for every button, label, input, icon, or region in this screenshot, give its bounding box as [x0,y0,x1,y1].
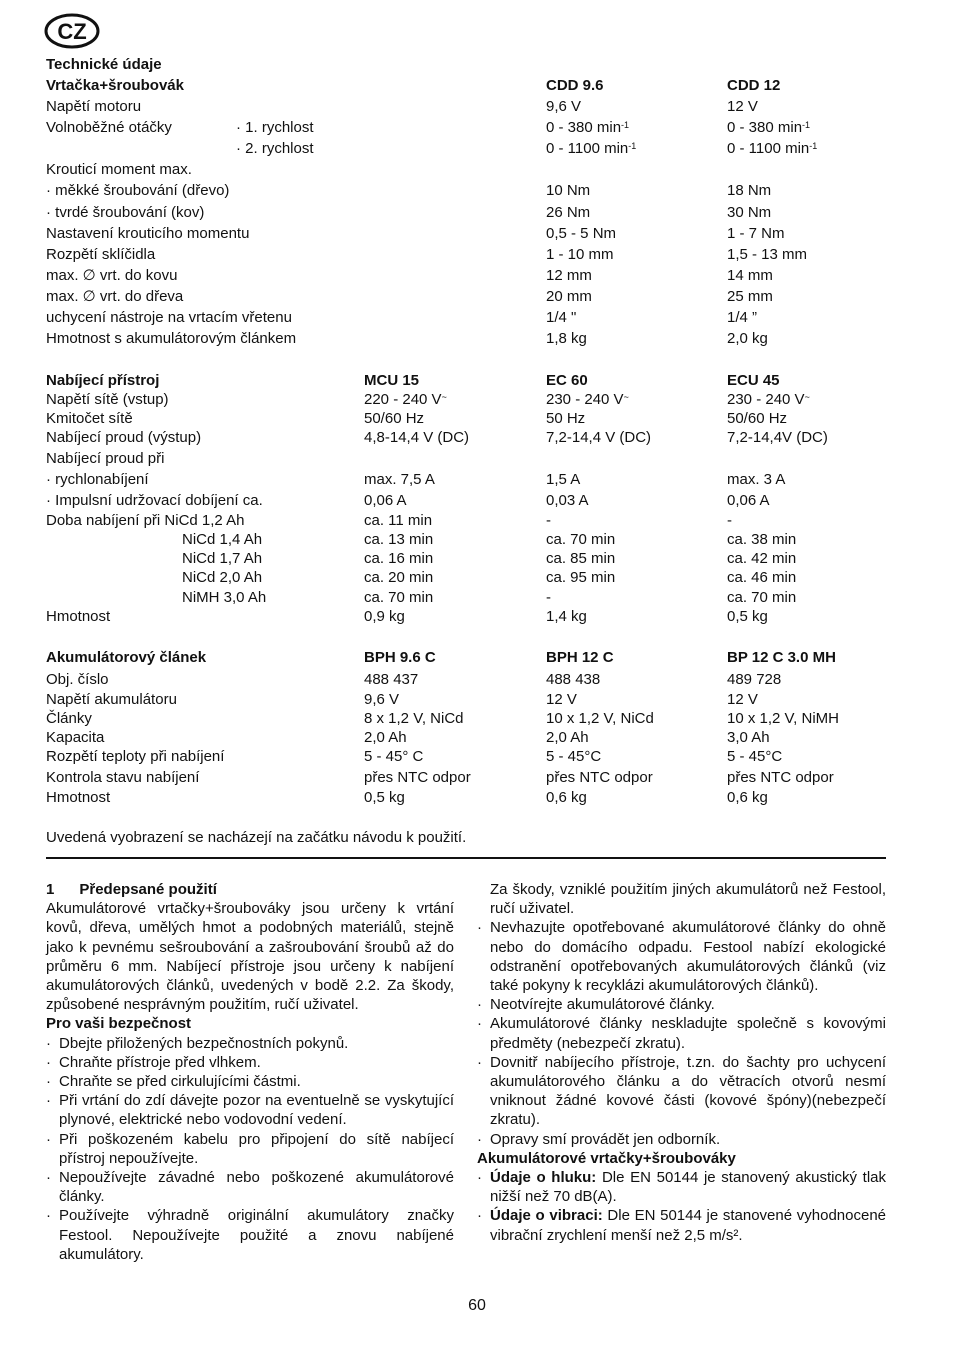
spec-row: Napětí sítě (vstup) 220 - 240 V~ 230 - 240 V~ 230 - 240 V~ [46,391,810,408]
divider [46,857,886,859]
figures-note: Uvedená vyobrazení se nacházejí na začátku návodu k použití. [46,829,467,846]
list-item: · Chraňte přístroje před vlhkem. [46,1053,454,1072]
spec-row: · Impulsní udržovací dobíjení ca. 0,06 A 0,03 A 0,06 A [46,492,770,509]
list-item: · Nevhazujte opotřebované akumulátorové články do ohně nebo do domácího odpadu. Festool nabízí ekologické odstranění opotřebovaných akumulátorových článků (viz také pokyny k recyklázi akumulátorových článků). [477,918,886,995]
list-item: · Při poškozeném kabelu pro připojení do sítě nabíjecí přístroj nepoužívejte. [46,1130,454,1168]
spec-row: Hmotnost 0,5 kg 0,6 kg 0,6 kg [46,789,768,806]
safety-heading: Pro vaši bezpečnost [46,1015,192,1033]
vibration-item: · Údaje o vibraci: Dle EN 50144 je stanovené vyhodnocené vibrační zrychlení menší než 2,5 m/s². [477,1206,886,1244]
list-item: · Neotvírejte akumulátorové články. [477,995,886,1014]
list-item: · Chraňte se před cirkulujícími částmi. [46,1072,454,1091]
drills-heading: Akumulátorové vrtačky+šroubováky [477,1149,736,1167]
spec-row: · 2. rychlost 0 - 1100 $\min^{-1}$ 0 - 1100 $\min^{-1}$ [236,140,818,157]
spec-row: Kapacita 2,0 Ah 2,0 Ah 3,0 Ah [46,729,770,746]
section-text: Akumulátorové vrtačky+šroubováky jsou určeny k vrtání kovů, dřeva, umělých hmot a podobných materiálů, stejně jako k pevnému sešroubování a zašroubování šroubů až do průměru 6 mm. Nabíjecí přístroje jsou určeny k nabíjení akumulátorových článků, uvedených v bodě 2.2. Za škody, způsobené nesprávným použitím, ručí uživatel. [46,900,454,1014]
section-heading: 1 Předepsané použití [46,881,217,898]
spec-row: NiMH 3,0 Ah ca. 70 min - ca. 70 min [182,589,797,606]
spec-row: max. ∅ vrt. do dřeva 20 mm 25 mm [46,288,773,305]
left-column [46,880,454,1264]
spec-row: Volnoběžné otáčky · 1. rychlost 0 - 380 $\min^{-1}$ 0 - 380 $\min^{-1}$ [46,119,811,136]
spec-row: Nastavení krouticího momentu 0,5 - 5 Nm 1 - 7 Nm [46,225,785,242]
spec-row: Nabíjecí proud při [46,450,165,467]
battery-header: Akumulátorový článek BPH 9.6 C BPH 12 C BP 12 C 3.0 MH [46,649,836,666]
spec-row: Napětí akumulátoru 9,6 V 12 V 12 V [46,691,758,708]
spec-row: · tvrdé šroubování (kov) 26 Nm 30 Nm [46,204,772,221]
spec-row: Krouticí moment max. [46,161,192,178]
spec-row: Články 8 x 1,2 V, NiCd 10 x 1,2 V, NiCd 10 x 1,2 V, NiMH [46,710,839,727]
spec-row: Obj. číslo 488 437 488 438 489 728 [46,671,782,688]
spec-row: NiCd 1,7 Ah ca. 16 min ca. 85 min ca. 42 min [182,550,797,567]
list-item: · Akumulátorové články neskladujte společně s kovovými předměty (nebezpečí zkratu). [477,1014,886,1052]
spec-row: Kmitočet sítě 50/60 Hz 50 Hz 50/60 Hz [46,410,788,427]
spec-row: Kontrola stavu nabíjení přes NTC odpor přes NTC odpor přes NTC odpor [46,769,834,786]
spec-row: Napětí motoru 9,6 V 12 V [46,98,758,115]
spec-row: Hmotnost s akumulátorovým článkem 1,8 kg 2,0 kg [46,330,768,347]
list-item: · Opravy smí provádět jen odborník. [477,1130,886,1149]
spec-row: uchycení nástroje na vrtacím vřetenu 1/4 " 1/4 ” [46,309,758,326]
list-item: · Dbejte přiložených bezpečnostních pokynů. [46,1034,454,1053]
spec-row: max. ∅ vrt. do kovu 12 mm 14 mm [46,267,773,284]
page-number: 60 [468,1297,486,1314]
country-code: CZ [57,19,87,44]
spec-row: Rozpětí sklíčidla 1 - 10 mm 1,5 - 13 mm [46,246,808,263]
spec-row: NiCd 1,4 Ah ca. 13 min ca. 70 min ca. 38 min [182,531,797,548]
drill-header: Vrtačka+šroubovák CDD 9.6 CDD 12 [46,77,781,94]
list-item: · Používejte výhradně originální akumulátory značky Festool. Nepoužívejte použité a znovu nabíjené akumulátory. [46,1206,454,1264]
spec-row: NiCd 2,0 Ah ca. 20 min ca. 95 min ca. 46 min [182,569,797,586]
country-badge [44,13,100,49]
spec-row: Rozpětí teploty při nabíjení 5 - 45° C 5 - 45°C 5 - 45°C [46,748,783,765]
right-column [477,880,886,1245]
spec-row: Nabíjecí proud (výstup) 4,8-14,4 V (DC) 7,2-14,4 V (DC) 7,2-14,4V (DC) [46,429,828,446]
list-item: · Nepoužívejte závadné nebo poškozené akumulátorové články. [46,1168,454,1206]
continued-text: Za škody, vzniklé použitím jiných akumulátorů než Festool, ručí uživatel. [490,881,886,918]
list-item: · Při vrtání do zdí dávejte pozor na eventuelně se vyskytující plynové, elektrické nebo vodovodní vedení. [46,1091,454,1129]
noise-item: · Údaje o hluku: Dle EN 50144 je stanovený akustický tlak nižší než 70 dB(A). [477,1168,886,1206]
spec-row: · rychlonabíjení max. 7,5 A 1,5 A max. 3 A [46,471,786,488]
spec-row: Hmotnost 0,9 kg 1,4 kg 0,5 kg [46,608,768,625]
tech-title: Technické údaje [46,56,162,73]
spec-row: · měkké šroubování (dřevo) 10 Nm 18 Nm [46,182,772,199]
charger-header: Nabíjecí přístroj MCU 15 EC 60 ECU 45 [46,372,780,389]
list-item: · Dovnitř nabíjecího přístroje, t.zn. do šachty pro uchycení akumulátorového článku a do větracích otvorů nesmí vniknout žádné kovové části (kovové špóny)(nebezpečí zkratu). [477,1053,886,1130]
spec-row: Doba nabíjení při NiCd 1,2 Ah ca. 11 min - - [46,512,732,529]
